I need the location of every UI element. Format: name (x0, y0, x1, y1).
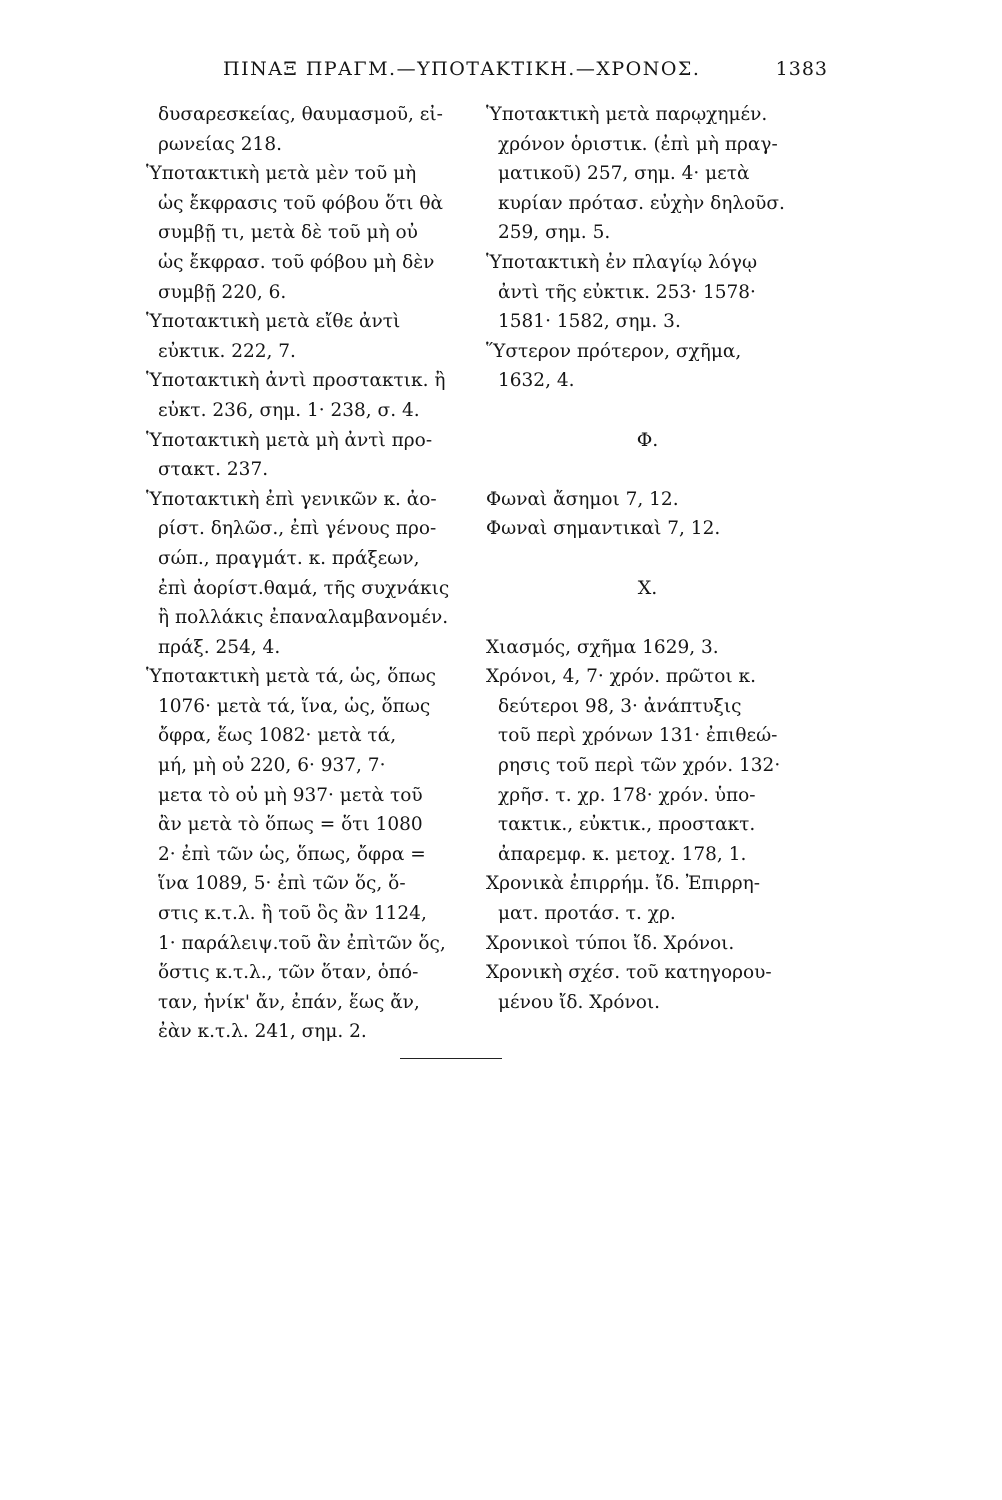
index-entry-line: Χρονικὴ σχέσ. τοῦ κατηγορου- (486, 962, 772, 984)
index-entry-continuation: ἂν μετὰ τὸ ὅπως = ὅτι 1080 (158, 814, 423, 836)
index-entry-continuation: στακτ. 237. (158, 459, 269, 481)
index-entry-continuation: χρόνον ὁριστικ. (ἐπὶ μὴ πραγ- (498, 133, 778, 155)
index-entry-continuation: 2· ἐπὶ τῶν ὡς, ὅπως, ὄφρα = (158, 843, 426, 865)
index-entry-line: Ὑποτακτικὴ ἐπὶ γενικῶν κ. ἀο- (146, 488, 437, 510)
index-entry-continuation: μένου ἴδ. Χρόνοι. (498, 991, 660, 1013)
index-entry-continuation: 1· παράλειψ.τοῦ ἂν ἐπὶτῶν ὅς, (158, 932, 446, 954)
index-entry-continuation: ἐὰν κ.τ.λ. 241, σημ. 2. (158, 1021, 367, 1043)
index-entry-line: Ὑποτακτικὴ ἀντὶ προστακτικ. ἢ (146, 370, 446, 392)
index-entry-continuation: εὐκτικ. 222, 7. (158, 340, 296, 362)
index-entry-continuation: σώπ., πραγμάτ. κ. πράξεων, (158, 547, 420, 569)
index-entry-line: Φωναὶ σημαντικαὶ 7, 12. (486, 518, 721, 540)
index-entry-continuation: 259, σημ. 5. (498, 222, 611, 244)
index-entry-line: Χρονικοὶ τύποι ἴδ. Χρόνοι. (486, 932, 735, 954)
index-entry-continuation: δεύτεροι 98, 3· ἀνάπτυξις (498, 695, 742, 717)
index-entry-line: Χιασμός, σχῆμα 1629, 3. (486, 636, 719, 658)
blank-line (490, 544, 835, 574)
index-entry-continuation: τοῦ περὶ χρόνων 131· ἐπιθεώ- (498, 725, 778, 747)
section-letter: Χ. (637, 576, 658, 599)
index-entry-continuation: ὅστις κ.τ.λ., τῶν ὅταν, ὁπό- (158, 962, 419, 984)
index-entry-continuation: συμβῇ τι, μετὰ δὲ τοῦ μὴ οὐ (158, 222, 418, 244)
index-entry-line: Ὕστερον πρότερον, σχῆμα, (486, 340, 742, 362)
index-entry-continuation: τακτικ., εὐκτικ., προστακτ. (498, 814, 756, 836)
index-entry-continuation: ρίστ. δηλῶσ., ἐπὶ γένους προ- (158, 518, 437, 540)
blank-line (490, 603, 835, 633)
index-entry-continuation: ρωνείας 218. (158, 133, 282, 155)
index-entry-continuation: συμβῇ 220, 6. (158, 281, 287, 303)
end-rule (400, 1058, 502, 1059)
index-entry-continuation: ἀπαρεμφ. κ. μετοχ. 178, 1. (498, 843, 747, 865)
index-entry-continuation: 1632, 4. (498, 370, 575, 392)
index-entry-continuation: στις κ.τ.λ. ἢ τοῦ ὃς ἂν 1124, (158, 903, 427, 925)
index-column-right (486, 100, 835, 1017)
index-entry-continuation: ὄφρα, ἕως 1082· μετὰ τά, (158, 725, 397, 747)
index-column-left (146, 100, 472, 1047)
index-entry-continuation: 1581· 1582, σημ. 3. (498, 311, 681, 333)
index-entry-line: Ὑποτακτικὴ μετὰ μὲν τοῦ μὴ (146, 163, 417, 185)
running-title: ΠΙΝΑΞ ΠΡΑΓΜ.—ΥΠΟΤΑΚΤΙΚΗ.—ΧΡΟΝΟΣ. (223, 58, 701, 80)
index-entry-continuation: ἐπὶ ἀορίστ.θαμά, τῆς συχνάκις (158, 577, 450, 599)
index-entry-continuation: ὡς ἔκφρασις τοῦ φόβου ὅτι θὰ (158, 192, 443, 214)
index-entry-continuation: ρησις τοῦ περὶ τῶν χρόν. 132· (498, 755, 781, 777)
index-entry-continuation: εὐκτ. 236, σημ. 1· 238, σ. 4. (158, 399, 420, 421)
index-entry-continuation: ἢ πολλάκις ἐπαναλαμβανομέν. (158, 607, 449, 629)
index-entry-continuation: χρῆσ. τ. χρ. 178· χρόν. ὑπο- (498, 784, 756, 806)
index-entry-line: Φωναὶ ἄσημοι 7, 12. (486, 488, 679, 510)
index-entry-continuation: ματ. προτάσ. τ. χρ. (498, 903, 676, 925)
index-entry-continuation: δυσαρεσκείας, θαυμασμοῦ, εἰ- (158, 104, 443, 125)
index-entry-continuation: ἵνα 1089, 5· ἐπὶ τῶν ὅς, ὅ- (158, 873, 406, 895)
index-entry-line: Ὑποτακτικὴ ἐν πλαγίῳ λόγῳ (486, 251, 758, 273)
index-entry-continuation: 1076· μετὰ τά, ἵνα, ὡς, ὅπως (158, 695, 431, 717)
index-entry-line: Ὑποτακτικὴ μετὰ τά, ὡς, ὅπως (146, 666, 436, 688)
section-letter: Φ. (636, 428, 659, 451)
index-entry-line: Ὑποτακτικὴ μετὰ εἴθε ἀντὶ (146, 311, 401, 333)
index-entry-continuation: πράξ. 254, 4. (158, 636, 281, 658)
index-entry-continuation: ἀντὶ τῆς εὐκτικ. 253· 1578· (498, 281, 756, 303)
index-entry-line: Ὑποτακτικὴ μετὰ παρῳχημέν. (486, 104, 768, 125)
index-entry-continuation: ματικοῦ) 257, σημ. 4· μετὰ (498, 163, 750, 185)
page-number: 1383 (775, 58, 828, 80)
index-entry-continuation: κυρίαν πρότασ. εὐχὴν δηλοῦσ. (498, 192, 785, 214)
index-entry-line: Χρονικὰ ἐπιρρήμ. ἴδ. Ἐπιρρη- (486, 873, 761, 895)
blank-line (490, 455, 835, 485)
index-entry-continuation: ταν, ἡνίκ' ἄν, ἐπάν, ἕως ἄν, (158, 991, 420, 1013)
blank-line (490, 396, 835, 426)
index-entry-line: Ὑποτακτικὴ μετὰ μὴ ἀντὶ προ- (146, 429, 433, 451)
index-entry-continuation: μετα τὸ οὐ μὴ 937· μετὰ τοῦ (158, 784, 423, 806)
index-entry-line: Χρόνοι, 4, 7· χρόν. πρῶτοι κ. (486, 666, 756, 688)
running-header (148, 58, 828, 90)
index-entry-continuation: μή, μὴ οὐ 220, 6· 937, 7· (158, 755, 386, 777)
index-entry-continuation: ὡς ἔκφρασ. τοῦ φόβου μὴ δὲν (158, 251, 435, 273)
